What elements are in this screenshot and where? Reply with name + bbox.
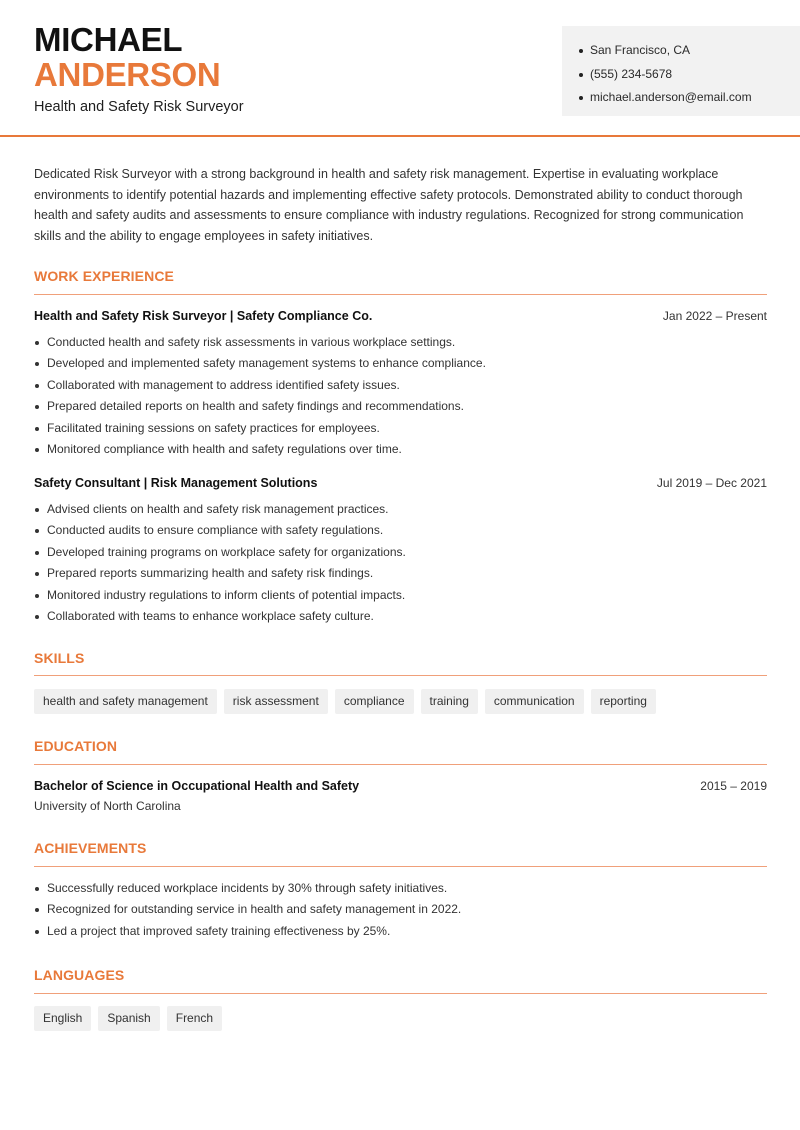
list-item: Conducted audits to ensure compliance with safety regulations. bbox=[34, 520, 767, 541]
candidate-name bbox=[34, 22, 220, 92]
contact-email: michael.anderson@email.com bbox=[579, 86, 800, 110]
contact-location: San Francisco, CA bbox=[579, 39, 800, 63]
job-entry-1-header bbox=[34, 309, 767, 327]
list-item: Successfully reduced workplace incidents by 30% through safety initiatives. bbox=[34, 878, 767, 899]
section-divider bbox=[34, 294, 767, 295]
skill-tag: reporting bbox=[591, 689, 656, 714]
list-item: Monitored compliance with health and safety regulations over time. bbox=[34, 439, 767, 460]
language-tag: French bbox=[167, 1006, 222, 1031]
job-role: Health and Safety Risk Surveyor | Safety Compliance Co. bbox=[34, 309, 373, 323]
skill-tag: training bbox=[421, 689, 478, 714]
skill-tag: health and safety management bbox=[34, 689, 217, 714]
contact-box bbox=[562, 26, 800, 116]
list-item: Prepared reports summarizing health and safety risk findings. bbox=[34, 563, 767, 584]
language-tags bbox=[34, 1006, 222, 1031]
education-heading: EDUCATION bbox=[34, 738, 118, 754]
job-dates: Jan 2022 – Present bbox=[662, 309, 767, 323]
skills-heading: SKILLS bbox=[34, 650, 85, 666]
section-divider bbox=[34, 764, 767, 765]
skill-tag: compliance bbox=[335, 689, 414, 714]
job-title: Health and Safety Risk Surveyor bbox=[34, 99, 244, 115]
achievements-list bbox=[34, 878, 767, 942]
language-tag: Spanish bbox=[98, 1006, 159, 1031]
job-entry-2-bullets bbox=[34, 499, 767, 627]
language-tag: English bbox=[34, 1006, 91, 1031]
job-dates: Jul 2019 – Dec 2021 bbox=[656, 476, 767, 490]
list-item: Prepared detailed reports on health and safety findings and recommendations. bbox=[34, 396, 767, 417]
education-degree: Bachelor of Science in Occupational Health and Safety bbox=[34, 779, 360, 793]
list-item: Developed and implemented safety management systems to enhance compliance. bbox=[34, 353, 767, 374]
first-name: MICHAEL bbox=[34, 21, 183, 58]
last-name: ANDERSON bbox=[34, 56, 221, 93]
list-item: Conducted health and safety risk assessments in various workplace settings. bbox=[34, 332, 767, 353]
skill-tag: communication bbox=[485, 689, 584, 714]
contact-phone: (555) 234-5678 bbox=[579, 63, 800, 87]
skills-tags bbox=[34, 689, 656, 714]
section-divider bbox=[34, 866, 767, 867]
list-item: Recognized for outstanding service in health and safety management in 2022. bbox=[34, 899, 767, 920]
list-item: Monitored industry regulations to inform clients of potential impacts. bbox=[34, 585, 767, 606]
section-divider bbox=[34, 675, 767, 676]
languages-heading: LANGUAGES bbox=[34, 967, 125, 983]
education-dates: 2015 – 2019 bbox=[700, 779, 767, 793]
section-divider bbox=[34, 993, 767, 994]
list-item: Facilitated training sessions on safety practices for employees. bbox=[34, 418, 767, 439]
education-school: University of North Carolina bbox=[34, 799, 181, 813]
list-item: Collaborated with teams to enhance workplace safety culture. bbox=[34, 606, 767, 627]
achievements-heading: ACHIEVEMENTS bbox=[34, 840, 147, 856]
list-item: Led a project that improved safety training effectiveness by 25%. bbox=[34, 921, 767, 942]
summary-paragraph: Dedicated Risk Surveyor with a strong background in health and safety risk management. Expertise in evaluating workplace environments to identify potential hazards and implementing effective safety protocols. Demonstrated ability to conduct thorough health and safety audits and assessments to ensure compliance with industry regulations. Recognized for strong communication skills and the ability to engage employees in safety initiatives. bbox=[34, 167, 744, 243]
list-item: Developed training programs on workplace safety for organizations. bbox=[34, 542, 767, 563]
job-role: Safety Consultant | Risk Management Solutions bbox=[34, 476, 318, 490]
list-item: Advised clients on health and safety risk management practices. bbox=[34, 499, 767, 520]
job-entry-1-bullets bbox=[34, 332, 767, 460]
resume-header bbox=[0, 0, 800, 137]
skill-tag: risk assessment bbox=[224, 689, 328, 714]
job-entry-2-header bbox=[34, 476, 767, 494]
work-experience-heading: WORK EXPERIENCE bbox=[34, 268, 174, 284]
list-item: Collaborated with management to address identified safety issues. bbox=[34, 375, 767, 396]
